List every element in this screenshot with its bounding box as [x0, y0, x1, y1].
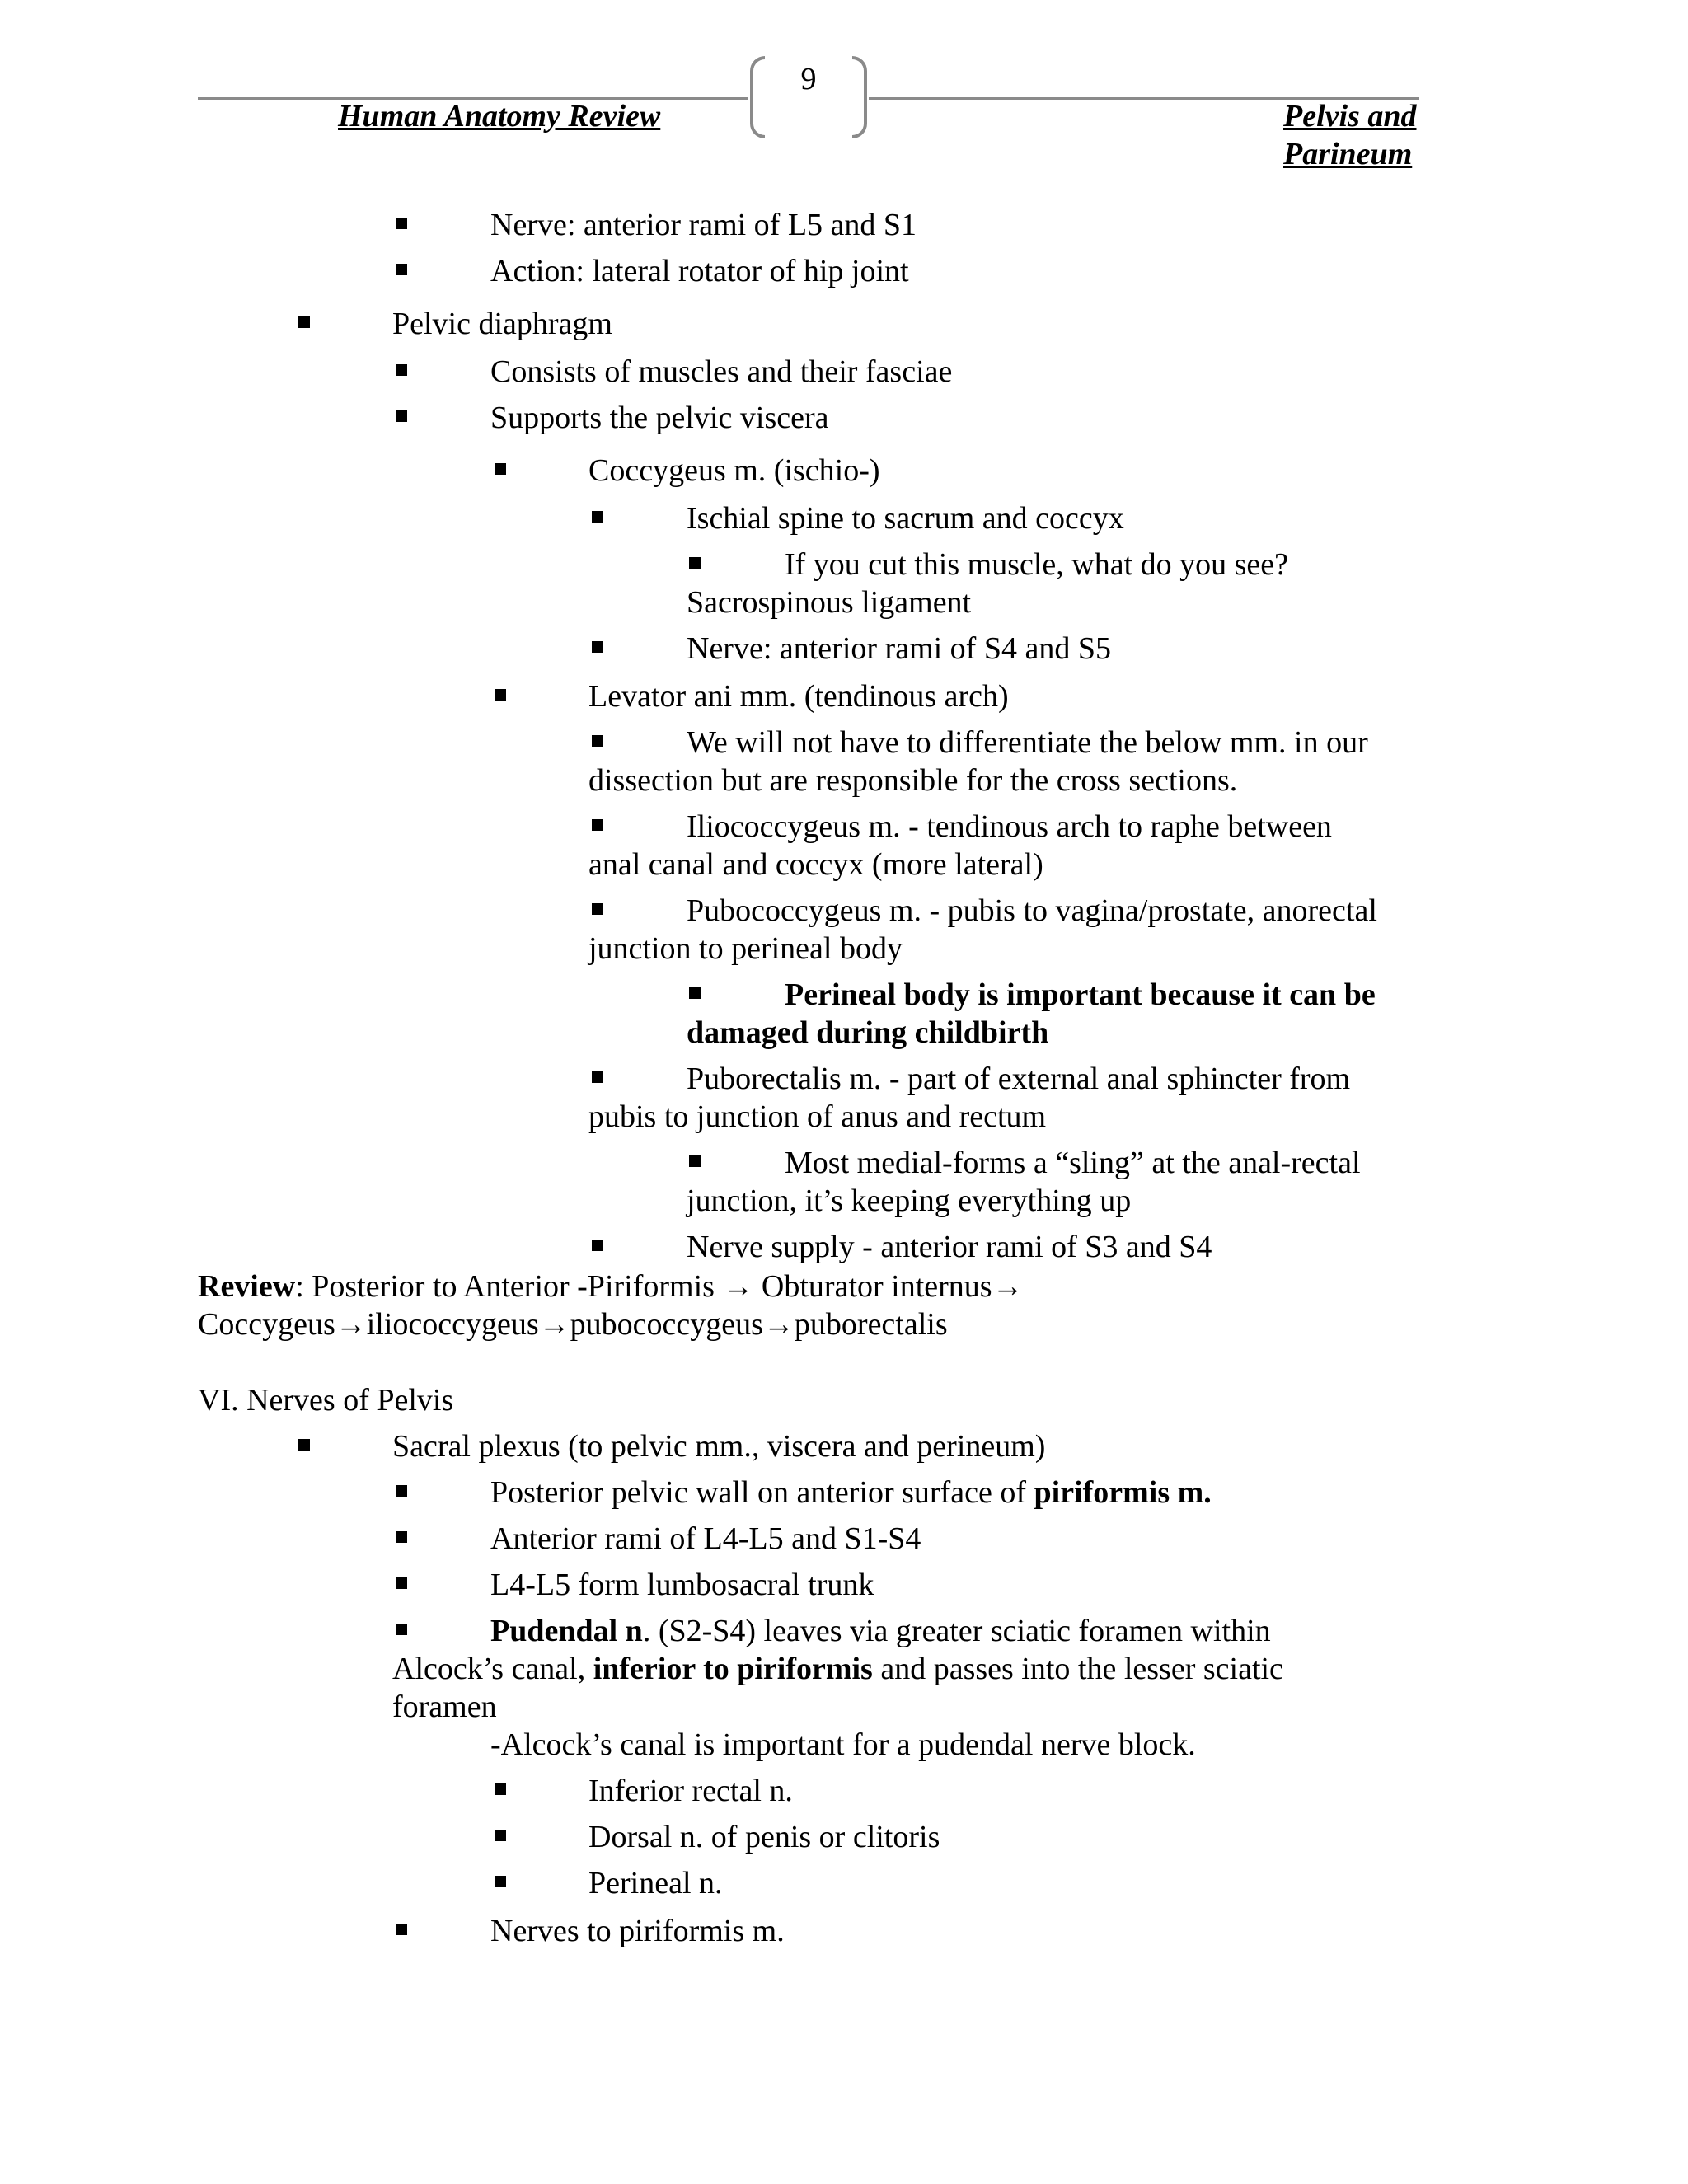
review-text: Coccygeus→iliococcygeus→pubococcygeus→puborectalis [198, 1307, 948, 1342]
list-item-text: Anterior rami of L4-L5 and S1-S4 [490, 1521, 921, 1556]
list-item-text: Sacrospinous ligament [687, 585, 972, 620]
list-item-text: Dorsal n. of penis or clitoris [588, 1820, 940, 1854]
list-item-text: dissection but are responsible for the cross sections. [588, 763, 1238, 798]
bullet-icon [592, 903, 603, 915]
bullet-icon [396, 1924, 407, 1935]
list-item-text: foramen [392, 1690, 497, 1724]
review-label: Review [198, 1269, 296, 1304]
list-item-text [490, 1474, 1212, 1511]
list-item-text: Ischial spine to sacrum and coccyx [687, 501, 1124, 536]
list-item-text: Most medial-forms a “sling” at the anal-rectal [785, 1146, 1361, 1180]
note-text: -Alcock’s canal is important for a pudendal nerve block. [490, 1727, 1196, 1762]
list-item-text: Inferior rectal n. [588, 1774, 793, 1808]
bullet-icon [592, 511, 603, 523]
list-item-text-bold: inferior to piriformis [593, 1652, 873, 1686]
header-right-title-line1: Pelvis and [1283, 99, 1417, 134]
bullet-icon [396, 1624, 407, 1635]
bullet-icon [396, 1531, 407, 1543]
list-item-text-plain: Alcock’s canal, [392, 1652, 593, 1686]
list-item-text [490, 1612, 1271, 1650]
list-item-text: We will not have to differentiate the below mm. in our [687, 725, 1368, 760]
header-right-title-line2: Parineum [1283, 137, 1413, 171]
list-item-text: Sacral plexus (to pelvic mm., viscera and perineum) [392, 1429, 1046, 1464]
bullet-icon [495, 689, 506, 701]
header-left-title: Human Anatomy Review [338, 99, 661, 134]
header-right-title [1283, 97, 1448, 173]
list-item-text: Pubococcygeus m. - pubis to vagina/prostate, anorectal [687, 893, 1377, 928]
bullet-icon [396, 1485, 407, 1497]
list-item-text-plain: . (S2-S4) leaves via greater sciatic foramen within [642, 1614, 1271, 1648]
list-item-text: If you cut this muscle, what do you see? [785, 547, 1289, 582]
list-item-text: Levator ani mm. (tendinous arch) [588, 679, 1009, 714]
list-item-text: anal canal and coccyx (more lateral) [588, 847, 1043, 882]
list-item-text: L4-L5 form lumbosacral trunk [490, 1568, 874, 1602]
list-item-text-plain: and passes into the lesser sciatic [872, 1652, 1283, 1686]
list-item-text [392, 1650, 1283, 1688]
bullet-icon [592, 641, 603, 653]
bullet-icon [495, 1876, 506, 1887]
list-item-text: Perineal n. [588, 1866, 723, 1900]
bullet-icon [495, 1830, 506, 1841]
page-number-bracket-left [750, 56, 765, 138]
bullet-icon [396, 218, 407, 229]
list-item-text: Pelvic diaphragm [392, 307, 612, 341]
bullet-icon [689, 557, 701, 569]
list-item-text-bold: damaged during childbirth [687, 1015, 1049, 1050]
bullet-icon [298, 316, 310, 328]
list-item-text-bold: Perineal body is important because it can be [785, 977, 1376, 1012]
review-text: : Posterior to Anterior -Piriformis → Obturator internus→ [295, 1269, 1024, 1304]
list-item-text: Nerves to piriformis m. [490, 1914, 785, 1948]
bullet-icon [396, 364, 407, 376]
page-number: 9 [800, 62, 817, 96]
bullet-icon [592, 1071, 603, 1083]
bullet-icon [689, 1155, 701, 1167]
page-number-bracket-right [852, 56, 867, 138]
list-item-text-bold: piriformis m. [1034, 1475, 1212, 1510]
list-item-text: junction to perineal body [588, 931, 903, 966]
list-item-text: Puborectalis m. - part of external anal sphincter from [687, 1062, 1351, 1096]
bullet-icon [495, 463, 506, 475]
list-item-text: Supports the pelvic viscera [490, 401, 829, 435]
list-item-text: pubis to junction of anus and rectum [588, 1099, 1047, 1134]
bullet-icon [592, 1240, 603, 1251]
review-line [198, 1268, 1024, 1305]
list-item-text: Consists of muscles and their fasciae [490, 354, 953, 389]
review-line-2 [198, 1305, 948, 1343]
list-item-text-plain: Posterior pelvic wall on anterior surface of [490, 1475, 1034, 1510]
list-item-text-bold: Pudendal n [490, 1614, 643, 1648]
bullet-icon [396, 410, 407, 422]
bullet-icon [592, 735, 603, 747]
list-item-text: Nerve supply - anterior rami of S3 and S4 [687, 1230, 1212, 1264]
bullet-icon [396, 1577, 407, 1589]
section-heading-text: VI. Nerves of Pelvis [198, 1383, 454, 1418]
bullet-icon [592, 819, 603, 831]
list-item-text: Coccygeus m. (ischio-) [588, 453, 880, 488]
bullet-icon [689, 987, 701, 999]
list-item-text: Iliococcygeus m. - tendinous arch to raphe between [687, 809, 1332, 844]
section-heading [198, 1381, 453, 1419]
list-item-text: junction, it’s keeping everything up [687, 1183, 1132, 1218]
list-item-text: Nerve: anterior rami of L5 and S1 [490, 208, 917, 242]
bullet-icon [396, 264, 407, 275]
list-item-text: Action: lateral rotator of hip joint [490, 254, 909, 288]
bullet-icon [298, 1439, 310, 1451]
list-item-text: Nerve: anterior rami of S4 and S5 [687, 631, 1111, 666]
bullet-icon [495, 1783, 506, 1795]
